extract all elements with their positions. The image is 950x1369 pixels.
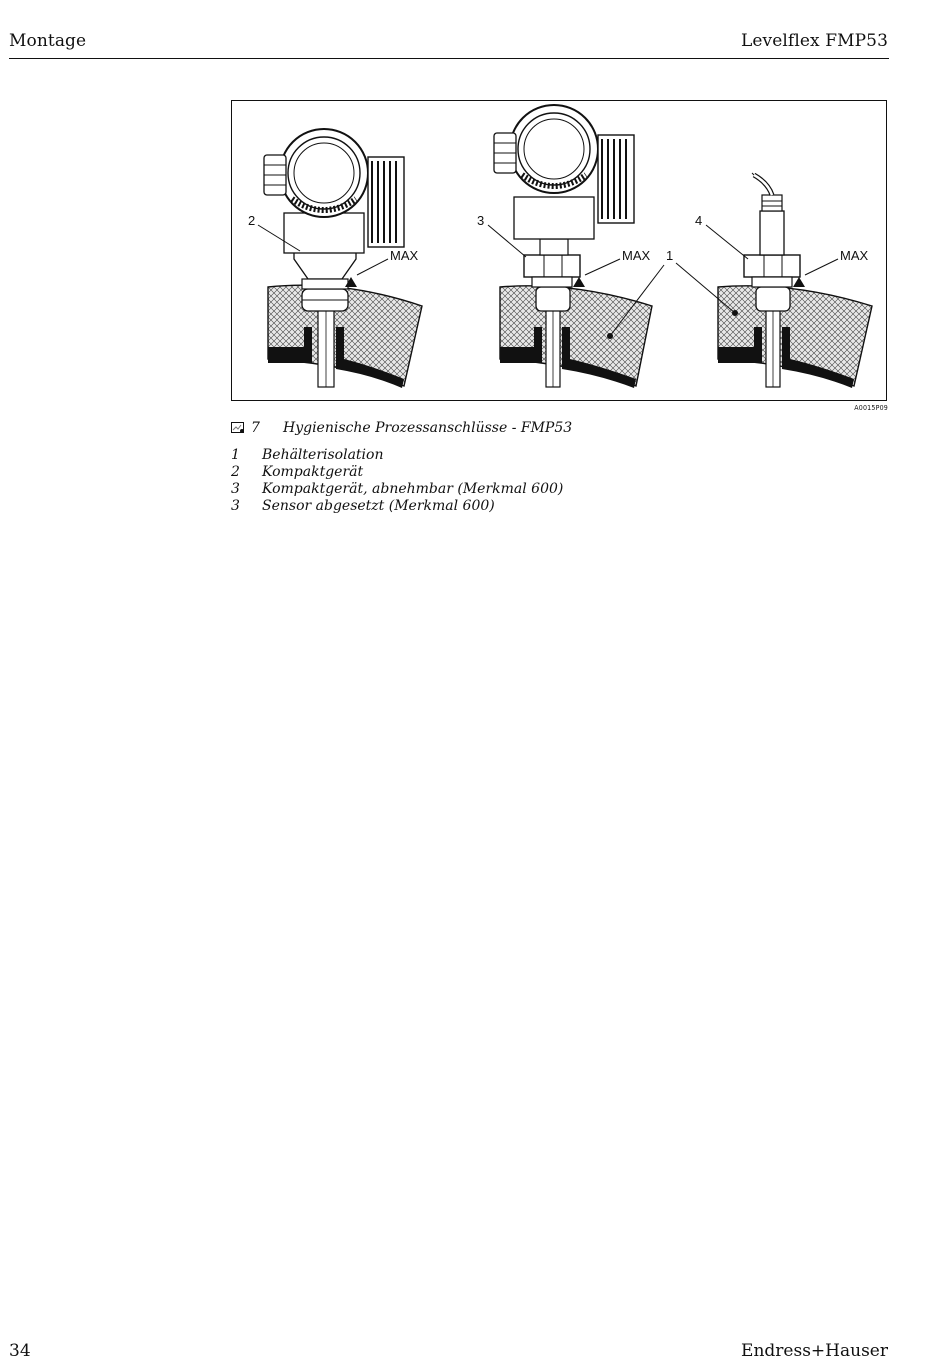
- page-number: 34: [9, 1341, 31, 1361]
- legend-text: Kompaktgerät, abnehmbar (Merkmal 600): [262, 481, 564, 497]
- legend-number: 2: [231, 464, 240, 480]
- figure-image-id: A0015P09: [854, 404, 888, 412]
- device-compact: [248, 129, 422, 388]
- running-header-product: Levelflex FMP53: [740, 31, 888, 51]
- max-label: MAX: [840, 248, 869, 263]
- figure-icon: [231, 422, 245, 434]
- legend-text: Behälterisolation: [262, 447, 384, 463]
- running-header-section: Montage: [9, 31, 87, 51]
- max-label: MAX: [622, 248, 651, 263]
- callout-2: 2: [248, 213, 256, 228]
- figure-hygienic-process-connections: [231, 100, 887, 401]
- legend-text: Sensor abgesetzt (Merkmal 600): [262, 498, 495, 514]
- figure-number: 7: [251, 420, 260, 436]
- device-compact-detachable: [477, 105, 673, 388]
- legend-number: 3: [231, 498, 240, 514]
- legend-number: 3: [231, 481, 240, 497]
- callout-4: 4: [695, 213, 703, 228]
- legend-number: 1: [231, 447, 240, 463]
- device-sensor-remote: [676, 173, 872, 388]
- technical-drawing: [232, 101, 888, 402]
- brand-name: Endress+Hauser: [741, 1341, 888, 1361]
- legend-text: Kompaktgerät: [262, 464, 364, 480]
- max-label: MAX: [390, 248, 419, 263]
- callout-3: 3: [477, 213, 485, 228]
- callout-1: 1: [666, 248, 674, 263]
- figure-title: Hygienische Prozessanschlüsse - FMP53: [283, 420, 573, 436]
- header-divider: [9, 58, 889, 59]
